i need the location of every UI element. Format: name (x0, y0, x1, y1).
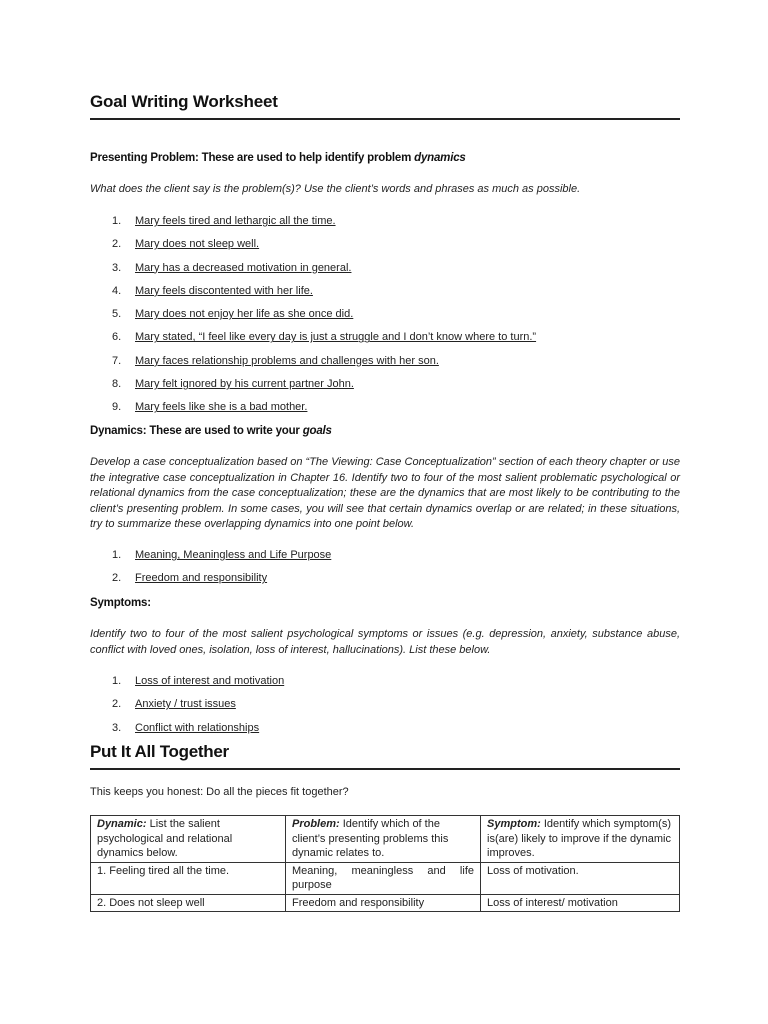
table-cell: 1. Feeling tired all the time. (91, 862, 286, 894)
table-header-cell: Dynamic: List the salient psychological and relational dynamics below. (91, 816, 286, 863)
symptoms-heading: Symptoms: (90, 597, 151, 609)
dynamics-instruction: Develop a case conceptualization based on “The Viewing: Case Conceptualization” section of each theory chapter or use the integrative case conceptualization in Chapter 16. Identify two to four of the most salient problematic psychological or relational dynamics from the case conceptualization; these are the dynamics that are most likely to be contributing to the client’s presenting problem. In some cases, you will see that certain dynamics overlap or are related; in these situations, try to summarize these overlapping dynamics into one point below. (90, 456, 680, 530)
dynamics-list (90, 547, 331, 594)
symptoms-list (90, 673, 284, 743)
title-rule (90, 118, 680, 120)
presenting-heading (90, 152, 466, 164)
table-cell: Loss of interest/ motivation (481, 894, 680, 912)
table-header-cell: Problem: Identify which of the client’s presenting problems this dynamic relates to. (286, 816, 481, 863)
list-item: 2. Freedom and responsibility (112, 572, 268, 585)
section-title: Put It All Together (90, 742, 229, 761)
list-item: 3. Mary has a decreased motivation in general. (112, 261, 352, 274)
list-item: 9. Mary feels like she is a bad mother. (112, 401, 308, 414)
list-item: 2. Anxiety / trust issues (112, 698, 236, 711)
presenting-list (90, 213, 536, 423)
table-row (91, 862, 680, 894)
table-header-cell: Symptom: Identify which symptom(s) is(are) likely to improve if the dynamic improves. (481, 816, 680, 863)
list-item: 6. Mary stated, “I feel like every day is just a struggle and I don’t know where to turn.” (112, 331, 537, 344)
table-cell: Freedom and responsibility (286, 894, 481, 912)
presenting-instruction: What does the client say is the problem(s)? Use the client’s words and phrases as much as possible. (90, 183, 581, 195)
list-item: 1. Meaning, Meaningless and Life Purpose (112, 549, 332, 561)
list-item: 3. Conflict with relationships (112, 721, 260, 734)
list-item: 1. Loss of interest and motivation (112, 675, 285, 687)
presenting-heading-em: dynamics (414, 152, 466, 164)
list-item: 4. Mary feels discontented with her life. (112, 284, 313, 297)
presenting-heading-text: Presenting Problem: These are used to help identify problem (90, 152, 412, 164)
list-item: 8. Mary felt ignored by his current partner John. (112, 378, 354, 391)
list-item: 1. Mary feels tired and lethargic all the time. (112, 215, 336, 227)
summary-table (90, 815, 680, 912)
list-item: 5. Mary does not enjoy her life as she once did. (112, 308, 354, 321)
table-header-row (91, 816, 680, 863)
section-rule (90, 768, 680, 770)
symptoms-instruction: Identify two to four of the most salient psychological symptoms or issues (e.g. depression, anxiety, substance abuse, conflict with loved ones, isolation, loss of interest, hallucinations). List these below. (90, 628, 680, 656)
list-item: 2. Mary does not sleep well. (112, 238, 260, 251)
page-title: Goal Writing Worksheet (90, 92, 278, 111)
dynamics-heading (90, 425, 332, 437)
dynamics-heading-em: goals (302, 425, 332, 437)
list-item: 7. Mary faces relationship problems and challenges with her son. (112, 354, 439, 367)
table-cell: 2. Does not sleep well (91, 894, 286, 912)
together-intro: This keeps you honest: Do all the pieces fit together? (90, 786, 349, 798)
table-cell: Loss of motivation. (481, 862, 680, 894)
table-row (91, 894, 680, 912)
dynamics-heading-text: Dynamics: These are used to write your (90, 425, 300, 437)
table-cell: Meaning, meaningless and life purpose (286, 862, 481, 894)
